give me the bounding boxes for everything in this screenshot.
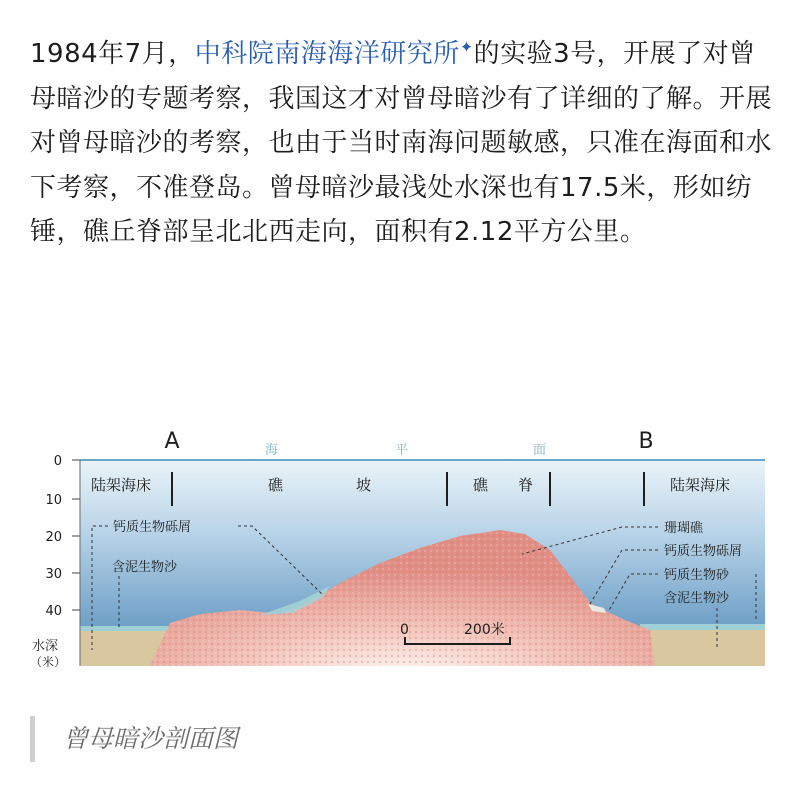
depth-tick: 20 [45,530,62,545]
sea-surface-char: 平 [395,443,409,458]
institute-link[interactable]: 中科院南海海洋研究所 [194,39,460,69]
label-coral-reef: 珊瑚礁 [664,521,704,536]
left-debris-strip [80,626,180,631]
label-calcareous-debris-right: 钙质生物砾屑 [664,544,743,559]
zone-shelf-left: 陆架海床 [91,476,152,494]
depth-axis [30,454,80,669]
label-calcareous-debris-left: 钙质生物砾屑 [113,520,192,535]
zone-ridge-char: 礁 [473,476,489,494]
depth-tick: 40 [45,604,62,619]
link-sparkle-icon: ✦ [459,37,474,57]
label-muddy-sand-left: 含泥生物沙 [112,560,178,575]
depth-tick: 0 [53,454,62,469]
label-muddy-sand-right: 含泥生物沙 [664,591,730,606]
sea-surface-char: 面 [533,443,547,458]
depth-axis-label: 水深 [32,639,59,654]
cross-section-figure [0,408,800,688]
zone-ridge-char: 脊 [518,476,534,494]
article-paragraph [30,32,775,255]
depth-axis-unit: （米） [30,655,67,669]
right-debris-strip [640,624,765,630]
scale-start: 0 [400,622,409,638]
zone-slope-char: 礁 [268,476,284,494]
figure-caption: 曾母暗沙剖面图 [30,716,238,762]
paragraph-rest: 的实验3号，开展了对曾母暗沙的专题考察，我国这才对曾母暗沙有了详细的了解。开展对曾母暗沙的考察，也由于当时南海问题敏感，只准在海面和水下考察，不准登岛。曾母暗沙最浅处水深也有17.5米，形如纺锤，礁丘脊部呈北北西走向，面积有2.12平方公里。 [30,39,773,247]
point-b-label: B [638,429,654,454]
sea-surface-char: 海 [265,443,279,458]
label-calcareous-sand: 钙质生物砂 [664,568,730,583]
zone-slope-char: 坡 [356,476,372,494]
point-a-label: A [164,429,180,454]
cross-section-diagram [0,408,800,688]
paragraph-start: 1984年7月， [30,39,195,69]
depth-tick: 30 [45,567,62,582]
depth-tick: 10 [45,493,62,508]
zone-shelf-right: 陆架海床 [670,476,731,494]
scale-end: 200米 [464,622,505,638]
